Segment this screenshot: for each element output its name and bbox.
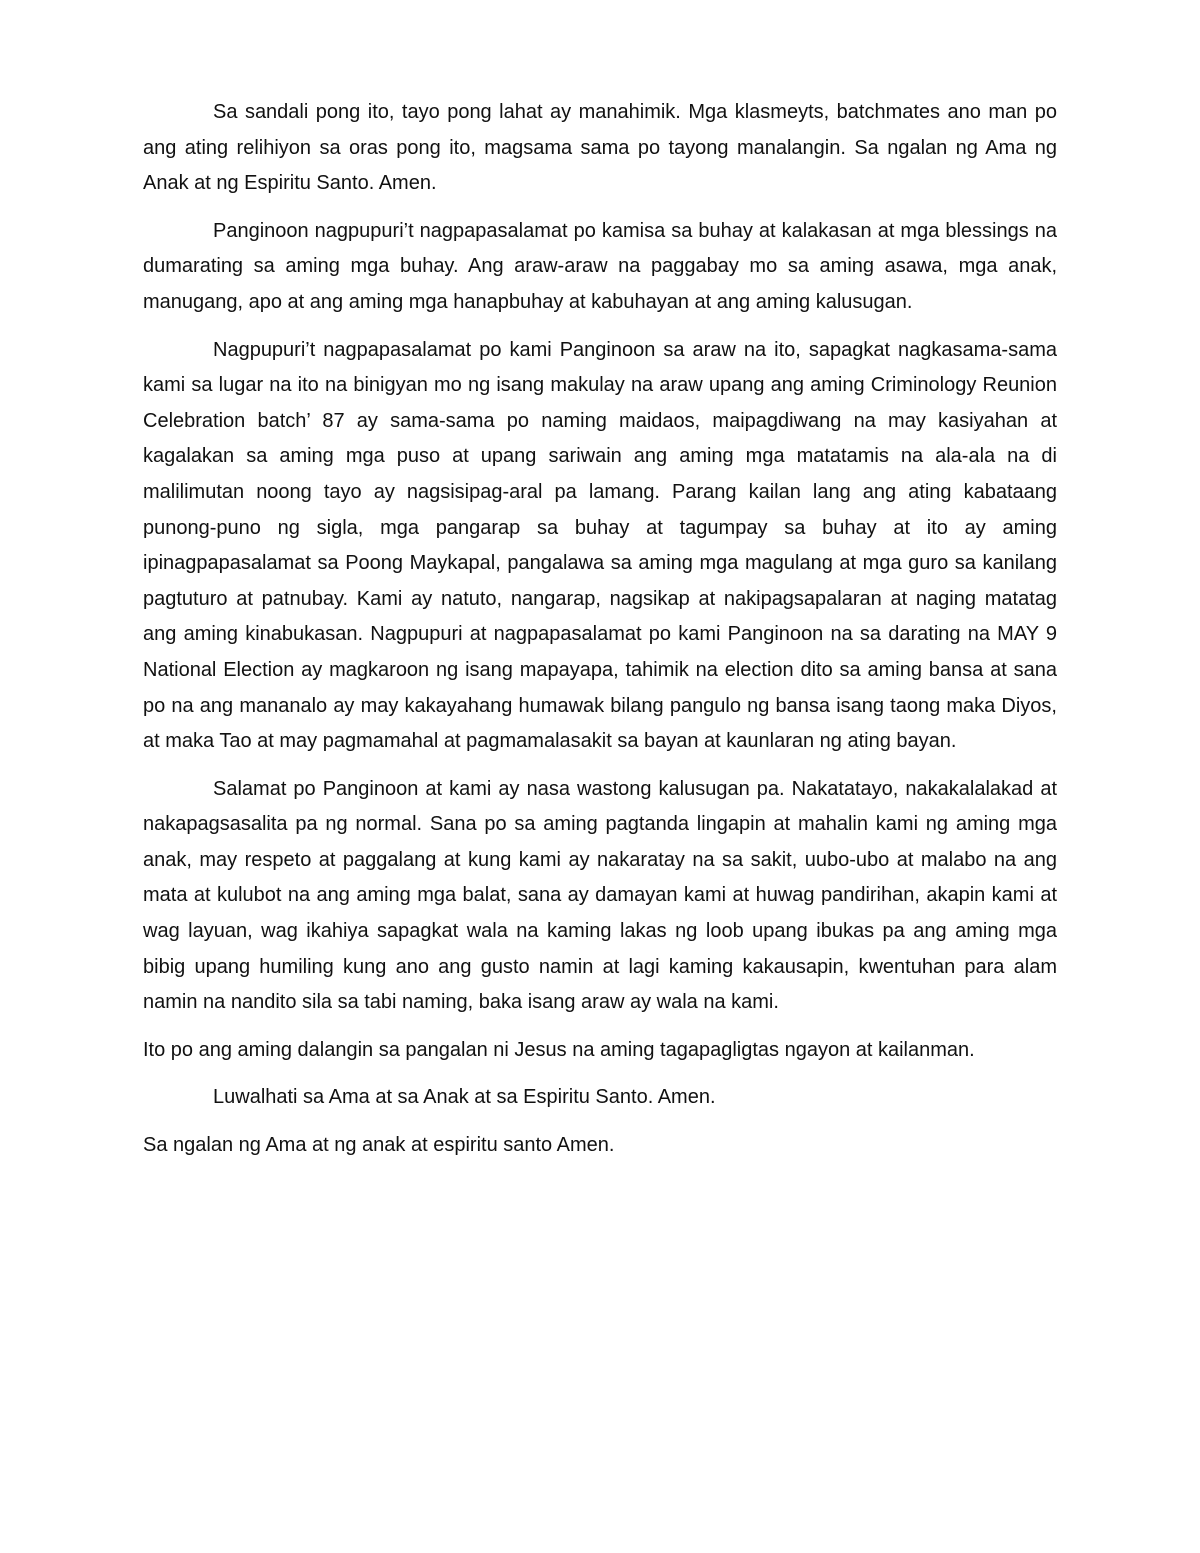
paragraph-thanksgiving: Panginoon nagpupuri’t nagpapasalamat po kamisa sa buhay at kalakasan at mga blessings na dumarating sa aming mga buhay. Ang araw-araw na paggabay mo sa aming asawa, mga anak, manugang, apo at ang aming mga hanapbuhay at kabuhayan at ang aming kalusugan. — [143, 219, 1057, 313]
paragraph-sign-of-cross: Sa ngalan ng Ama at ng anak at espiritu santo Amen. — [143, 1134, 615, 1157]
document-body — [143, 95, 1057, 1176]
paragraph-health: Salamat po Panginoon at kami ay nasa wastong kalusugan pa. Nakatatayo, nakakalalakad at nakapagsasalita pa ng normal. Sana po sa aming pagtanda lingapin at mahalin kami ng aming mga anak, may respeto at paggalang at kung kami ay nakaratay na sa sakit, uubo-ubo at malabo na ang mata at kulubot na ang aming mga balat, sana ay damayan kami at huwag pandirihan, akapin kami at wag layuan, wag ikahiya sapagkat wala na kaming lakas ng loob upang ibukas pa ang aming mga bibig upang humiling kung ano ang gusto namin at lagi kaming kakausapin, kwentuhan para alam namin na nandito sila sa tabi naming, baka isang araw ay wala na kami. — [143, 777, 1057, 1014]
paragraph-opening: Sa sandali pong ito, tayo pong lahat ay manahimik. Mga klasmeyts, batchmates ano man po ang ating relihiyon sa oras pong ito, magsama sama po tayong manalangin. Sa ngalan ng Ama ng Anak at ng Espiritu Santo. Amen. — [143, 101, 1057, 195]
paragraph-doxology: Luwalhati sa Ama at sa Anak at sa Espiritu Santo. Amen. — [213, 1086, 716, 1109]
paragraph-reunion: Nagpupuri’t nagpapasalamat po kami Panginoon sa araw na ito, sapagkat nagkasama-sama kami sa lugar na ito na binigyan mo ng isang makulay na araw upang ang aming Criminology Reunion Celebration batch’ 87 ay sama-sama po naming maidaos, maipagdiwang na may kasiyahan at kagalakan sa aming mga puso at upang sariwain ang aming mga matatamis na ala-ala na di malilimutan noong tayo ay nagsisipag-aral pa lamang. Parang kailan lang ang ating kabataang punong-puno ng sigla, mga pangarap sa buhay at tagumpay sa buhay at ito ay aming ipinagpapasalamat sa Poong Maykapal, pangalawa sa aming mga magulang at mga guro sa kanilang pagtuturo at patnubay. Kami ay natuto, nangarap, nagsikap at nakipagsapalaran at naging matatag ang aming kinabukasan. Nagpupuri at nagpapasalamat po kami Panginoon na sa darating na MAY 9 National Election ay magkaroon ng isang mapayapa, tahimik na election dito sa aming bansa at sana po na ang mananalo ay may kakayahang humawak bilang pangulo ng bansa isang taong maka Diyos, at maka Tao at may pagmamahal at pagmamalasakit sa bayan at kaunlaran ng ating bayan. — [143, 338, 1057, 753]
paragraph-closing-prayer: Ito po ang aming dalangin sa pangalan ni Jesus na aming tagapagligtas ngayon at kailanman. — [143, 1038, 975, 1061]
